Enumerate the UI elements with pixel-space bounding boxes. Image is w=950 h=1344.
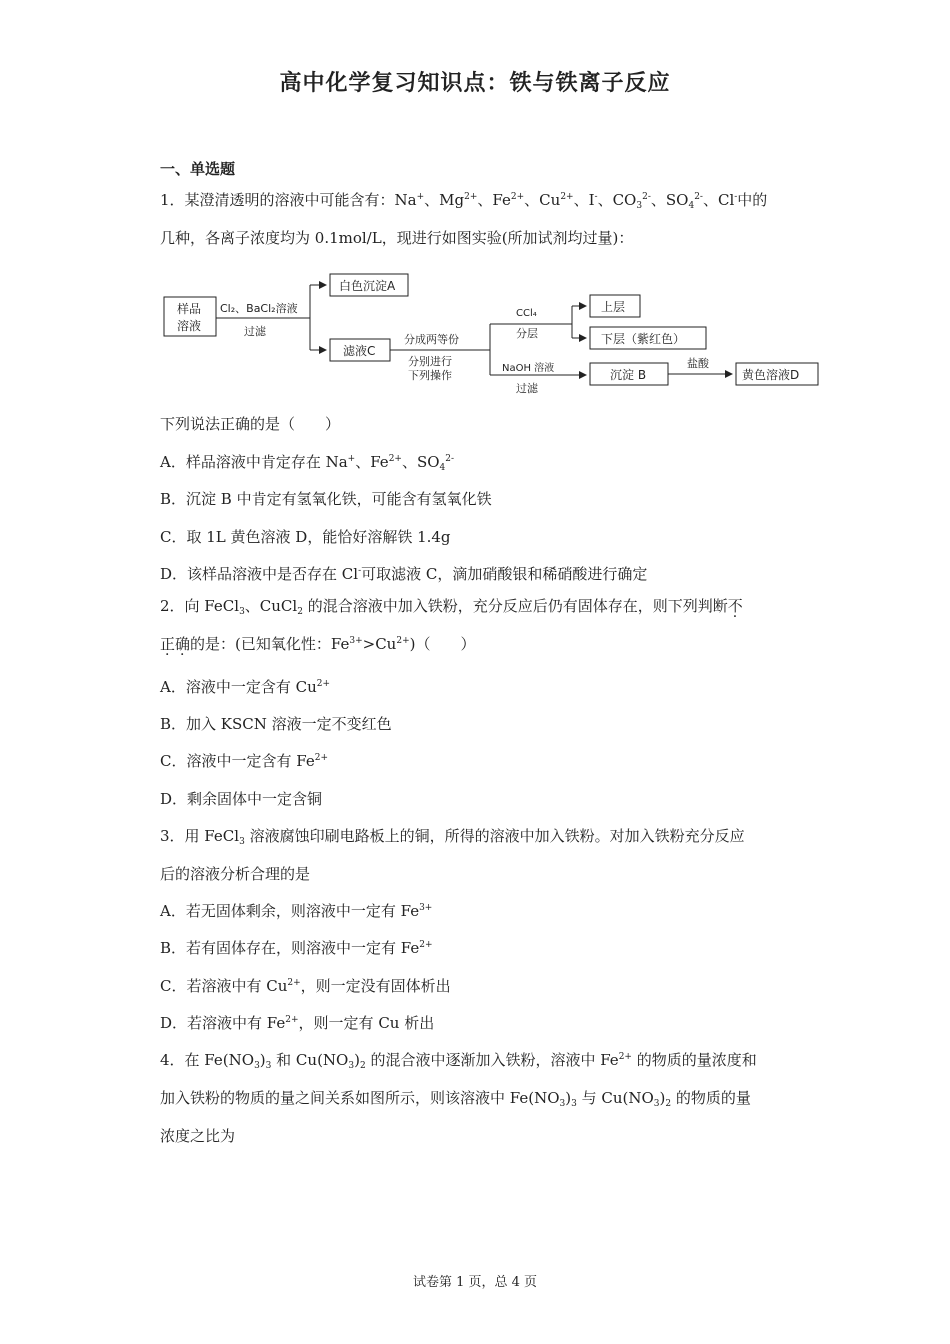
reagent1-label: Cl₂、BaCl₂溶液 — [220, 302, 298, 315]
q3-stem-line1: 3．用 FeCl$_3$ 溶液腐蚀印刷电路板上的铜，所得的溶液中加入铁粉。对加入铁粉充分反应 — [160, 827, 745, 847]
white-a-label: 白色沉淀A — [339, 279, 396, 293]
q2-option-a[interactable]: A．溶液中一定含有 $Cu^{2+}$ — [160, 678, 331, 696]
q1-option-d[interactable]: D．该样品溶液中是否存在 Cl-可取滤液 C，滴加硝酸银和稀硝酸进行确定 — [160, 565, 648, 583]
q4-stem-line2: 加入铁粉的物质的量之间关系如图所示，则该溶液中 $Fe(NO_3)_3$ 与 $Cu(NO_3)_2$ 的物质的量 — [160, 1089, 751, 1109]
q1-stem-line2: 几种，各离子浓度均为 0.1mol/L，现进行如图实验(所加试剂均过量)： — [160, 229, 634, 247]
q3-option-a[interactable]: A．若无固体剩余，则溶液中一定有 $Fe^{3+}$ — [160, 902, 433, 920]
naoh-label: NaOH 溶液 — [502, 363, 555, 374]
page-footer: 试卷第 1 页，总 4 页 — [412, 1275, 538, 1290]
q1-question-stem: 下列说法正确的是（ ） — [160, 415, 341, 433]
filtrate-c-label: 滤液C — [343, 344, 376, 358]
split-label: 分成两等份 — [404, 333, 459, 346]
filter2-label: 过滤 — [516, 382, 538, 395]
page-title: 高中化学复习知识点：铁与铁离子反应 — [279, 71, 671, 96]
upper-label: 上层 — [601, 300, 626, 314]
q1-option-c[interactable]: C．取 1L 黄色溶液 D，能恰好溶解铁 1.4g — [160, 528, 451, 546]
each-label: 分别进行 — [408, 355, 452, 368]
q2-option-d[interactable]: D．剩余固体中一定含铜 — [160, 790, 323, 808]
sample-label-1: 样品 — [177, 302, 202, 316]
q2-stem-line1: 2．向 FeCl$_3$、CuCl$_2$ 的混合溶液中加入铁粉，充分反应后仍有固体存在，则下列判断不 — [160, 597, 743, 617]
q2-stem-line2: 正确的是：(已知氧化性：$Fe^{3+}>Cu^{2+}$)（ ） — [160, 635, 476, 653]
lower-label: 下层（紫红色） — [601, 332, 686, 346]
q4-stem-line3: 浓度之比为 — [160, 1127, 236, 1145]
fenceng-label: 分层 — [516, 327, 538, 340]
q1-option-a[interactable]: A．样品溶液中肯定存在 Na+、$Fe^{2+}$、$SO_4^{2-}$ — [160, 453, 455, 473]
sample-label-2: 溶液 — [177, 319, 202, 333]
q1-stem-line1: 1．某澄清透明的溶液中可能含有：Na+、$Mg^{2+}$、$Fe^{2+}$、$Cu^{2+}$、I-、$CO_3^{2-}$、$SO_4^{2-}$、Cl-中的 — [160, 191, 768, 211]
ops-label: 下列操作 — [408, 369, 452, 382]
q3-option-c[interactable]: C．若溶液中有 $Cu^{2+}$，则一定没有固体析出 — [160, 977, 451, 995]
q3-stem-line2: 后的溶液分析合理的是 — [160, 865, 311, 883]
q1-option-b[interactable]: B．沉淀 B 中肯定有氢氧化铁，可能含有氢氧化铁 — [160, 490, 492, 508]
q3-option-d[interactable]: D．若溶液中有 $Fe^{2+}$，则一定有 Cu 析出 — [160, 1014, 435, 1032]
ccl4-label: CCl₄ — [516, 308, 537, 319]
hcl-label: 盐酸 — [687, 357, 709, 370]
q2-option-b[interactable]: B．加入 KSCN 溶液一定不变红色 — [160, 715, 392, 733]
q3-option-b[interactable]: B．若有固体存在，则溶液中一定有 $Fe^{2+}$ — [160, 939, 433, 957]
yellow-d-label: 黄色溶液D — [742, 368, 800, 382]
section-heading: 一、单选题 — [160, 160, 236, 178]
experiment-flow-diagram — [160, 268, 825, 400]
q2-option-c[interactable]: C．溶液中一定含有 $Fe^{2+}$ — [160, 752, 328, 770]
filter1-label: 过滤 — [244, 325, 266, 338]
precip-b-label: 沉淀 B — [610, 368, 647, 382]
q4-stem-line1: 4．在 $Fe(NO_3)_3$ 和 $Cu(NO_3)_2$ 的混合液中逐渐加入铁粉，溶液中 $Fe^{2+}$ 的物质的量浓度和 — [160, 1051, 757, 1071]
